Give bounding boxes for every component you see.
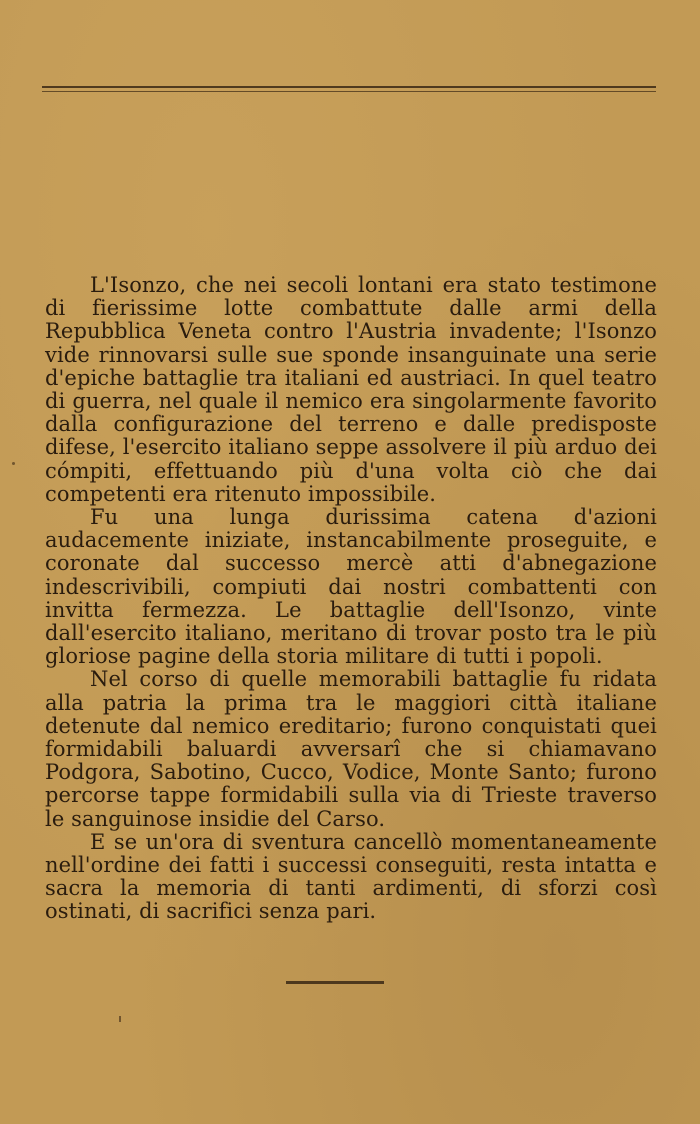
paragraph-4: E se un'ora di sventura cancellò momentaneamente nell'ordine dei fatti i successi conseguiti, resta intatta e sacra la memoria di tanti ardimenti, di sforzi così ostinati, di sacrifici senza pari. (45, 829, 657, 924)
top-double-rule (42, 86, 656, 92)
body-text (45, 274, 657, 924)
paragraph-2: Fu una lunga durissima catena d'azioni audacemente iniziate, instancabilmente proseguite, e coronate dal successo mercè atti d'abnegazione indescrivibili, compiuti dai nostri combattenti con invitta fermezza. Le battaglie dell'Isonzo, vinte dall'esercito italiano, meritano di trovar posto tra le più gloriose pagine della storia militare di tutti i popoli. (45, 505, 657, 669)
ink-speck (119, 1016, 121, 1022)
bottom-rule (286, 981, 384, 984)
top-rule-line (42, 86, 656, 88)
paragraph-3: Nel corso di quelle memorabili battaglie fu ridata alla patria la prima tra le maggiori città italiane detenute dal nemico ereditario; furono conquistati quei formidabili baluardi avversarî che si chiamavano Podgora, Sabotino, Cucco, Vodice, Monte Santo; furono percorse tappe formidabili sulla via di Trieste traverso le sanguinose insidie del Carso. (45, 667, 657, 831)
ink-speck (12, 462, 15, 465)
top-rule-line-thin (42, 91, 656, 92)
paragraph-1: L'Isonzo, che nei secoli lontani era stato testimone di fierissime lotte combattute dalle armi della Repubblica Veneta contro l'Austria invadente; l'Isonzo vide rinnovarsi sulle sue sponde insanguinate una serie d'epiche battaglie tra italiani ed austriaci. In quel teatro di guerra, nel quale il nemico era singolarmente favorito dalla configurazione del terreno e dalle predisposte difese, l'esercito italiano seppe assolvere il più arduo dei cómpiti, effettuando più d'una volta ciò che dai competenti era ritenuto impossibile. (45, 273, 657, 506)
